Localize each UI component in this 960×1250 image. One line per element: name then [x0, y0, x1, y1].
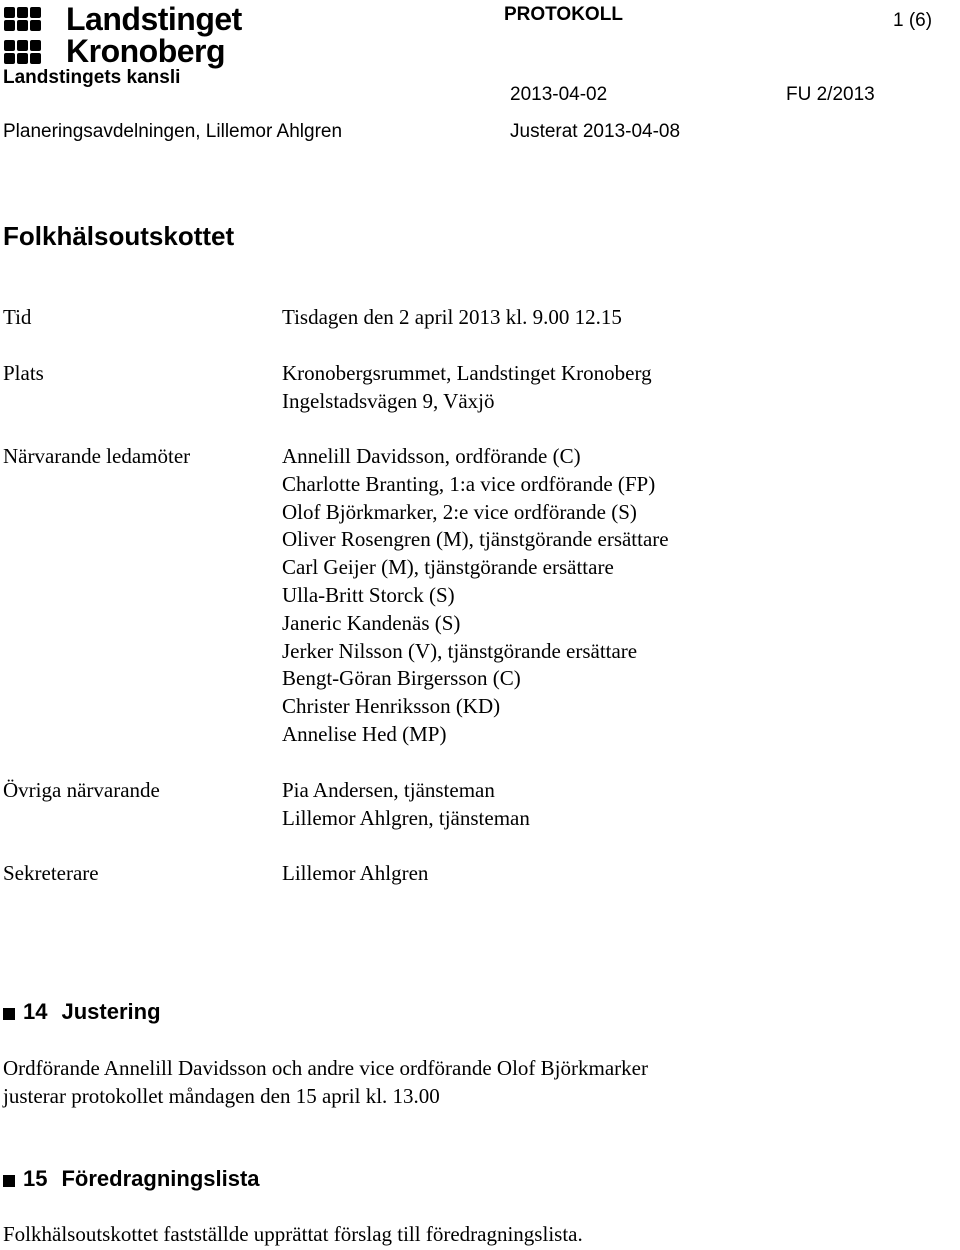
member-item: Jerker Nilsson (V), tjänstgörande ersättare: [282, 638, 638, 663]
section-heading: [3, 1165, 260, 1193]
unit-author: Planeringsavdelningen, Lillemor Ahlgren: [3, 121, 343, 142]
members-label: Närvarande ledamöter: [3, 444, 191, 468]
logo-mark-square: [17, 53, 28, 64]
paragraph-line: justerar protokollet måndagen den 15 april kl. 13.00: [3, 1084, 440, 1108]
time-label: Tid: [3, 305, 32, 329]
logo-mark-square: [4, 53, 15, 64]
members-list: [282, 443, 669, 749]
page-number: 1 (6): [893, 10, 933, 31]
place-value: [282, 360, 652, 416]
section-heading: [3, 998, 161, 1026]
logo: [2, 1, 242, 69]
other-attendee: Lillemor Ahlgren, tjänsteman: [282, 805, 530, 830]
member-item: Ulla-Britt Storck (S): [282, 582, 455, 607]
bullet-square-icon: [3, 1008, 15, 1020]
time-value: Tisdagen den 2 april 2013 kl. 9.00 12.15: [282, 305, 622, 329]
secretary-value: Lillemor Ahlgren: [282, 861, 429, 885]
logo-text-line1: Landstinget: [66, 1, 242, 37]
member-item: Carl Geijer (M), tjänstgörande ersättare: [282, 555, 614, 580]
bullet-square-icon: [3, 1175, 15, 1187]
section-number: 15: [23, 1166, 48, 1191]
section-number: 14: [23, 999, 48, 1024]
others-list: [282, 777, 530, 833]
other-attendee: Pia Andersen, tjänsteman: [282, 778, 495, 802]
logo-mark-square: [17, 20, 28, 31]
place-line: Kronobergsrummet, Landstinget Kronoberg: [282, 361, 652, 385]
logo-mark-square: [17, 40, 28, 51]
logo-mark-square: [17, 7, 28, 18]
logo-mark-square: [4, 20, 15, 31]
member-item: Oliver Rosengren (M), tjänstgörande ersättare: [282, 527, 669, 552]
secretary-label: Sekreterare: [3, 861, 99, 885]
doc-type: PROTOKOLL: [504, 4, 623, 25]
logo-mark-square: [30, 20, 41, 31]
member-item: Annelise Hed (MP): [282, 721, 447, 746]
doc-date: 2013-04-02: [510, 84, 608, 105]
page-title: Folkhälsoutskottet: [3, 221, 235, 251]
section-body: [3, 1054, 648, 1110]
member-item: Janeric Kandenäs (S): [282, 610, 461, 635]
section-title: Justering: [61, 999, 161, 1024]
member-item: Christer Henriksson (KD): [282, 694, 501, 719]
place-label: Plats: [3, 361, 44, 385]
member-item: Annelill Davidsson, ordförande (C): [282, 444, 581, 468]
logo-mark-square: [4, 7, 15, 18]
section-title: Föredragningslista: [61, 1166, 260, 1191]
paragraph-line: Ordförande Annelill Davidsson och andre vice ordförande Olof Björkmarker: [3, 1056, 648, 1080]
logo-mark-square: [30, 53, 41, 64]
place-line: Ingelstadsvägen 9, Växjö: [282, 388, 495, 413]
logo-text-line2: Kronoberg: [66, 33, 226, 69]
logo-mark-square: [4, 40, 15, 51]
logo-mark-square: [30, 7, 41, 18]
others-label: Övriga närvarande: [3, 778, 160, 802]
member-item: Charlotte Branting, 1:a vice ordförande (FP): [282, 471, 656, 496]
member-item: Bengt-Göran Birgersson (C): [282, 666, 521, 691]
approved-date: Justerat 2013-04-08: [510, 121, 681, 142]
member-item: Olof Björkmarker, 2:e vice ordförande (S): [282, 499, 637, 524]
doc-id: FU 2/2013: [786, 84, 875, 105]
paragraph-line: Folkhälsoutskottet fastställde upprättat förslag till föredragningslista.: [3, 1222, 583, 1246]
department: Landstingets kansli: [3, 67, 181, 88]
logo-mark-square: [30, 40, 41, 51]
section-body: [3, 1220, 583, 1248]
